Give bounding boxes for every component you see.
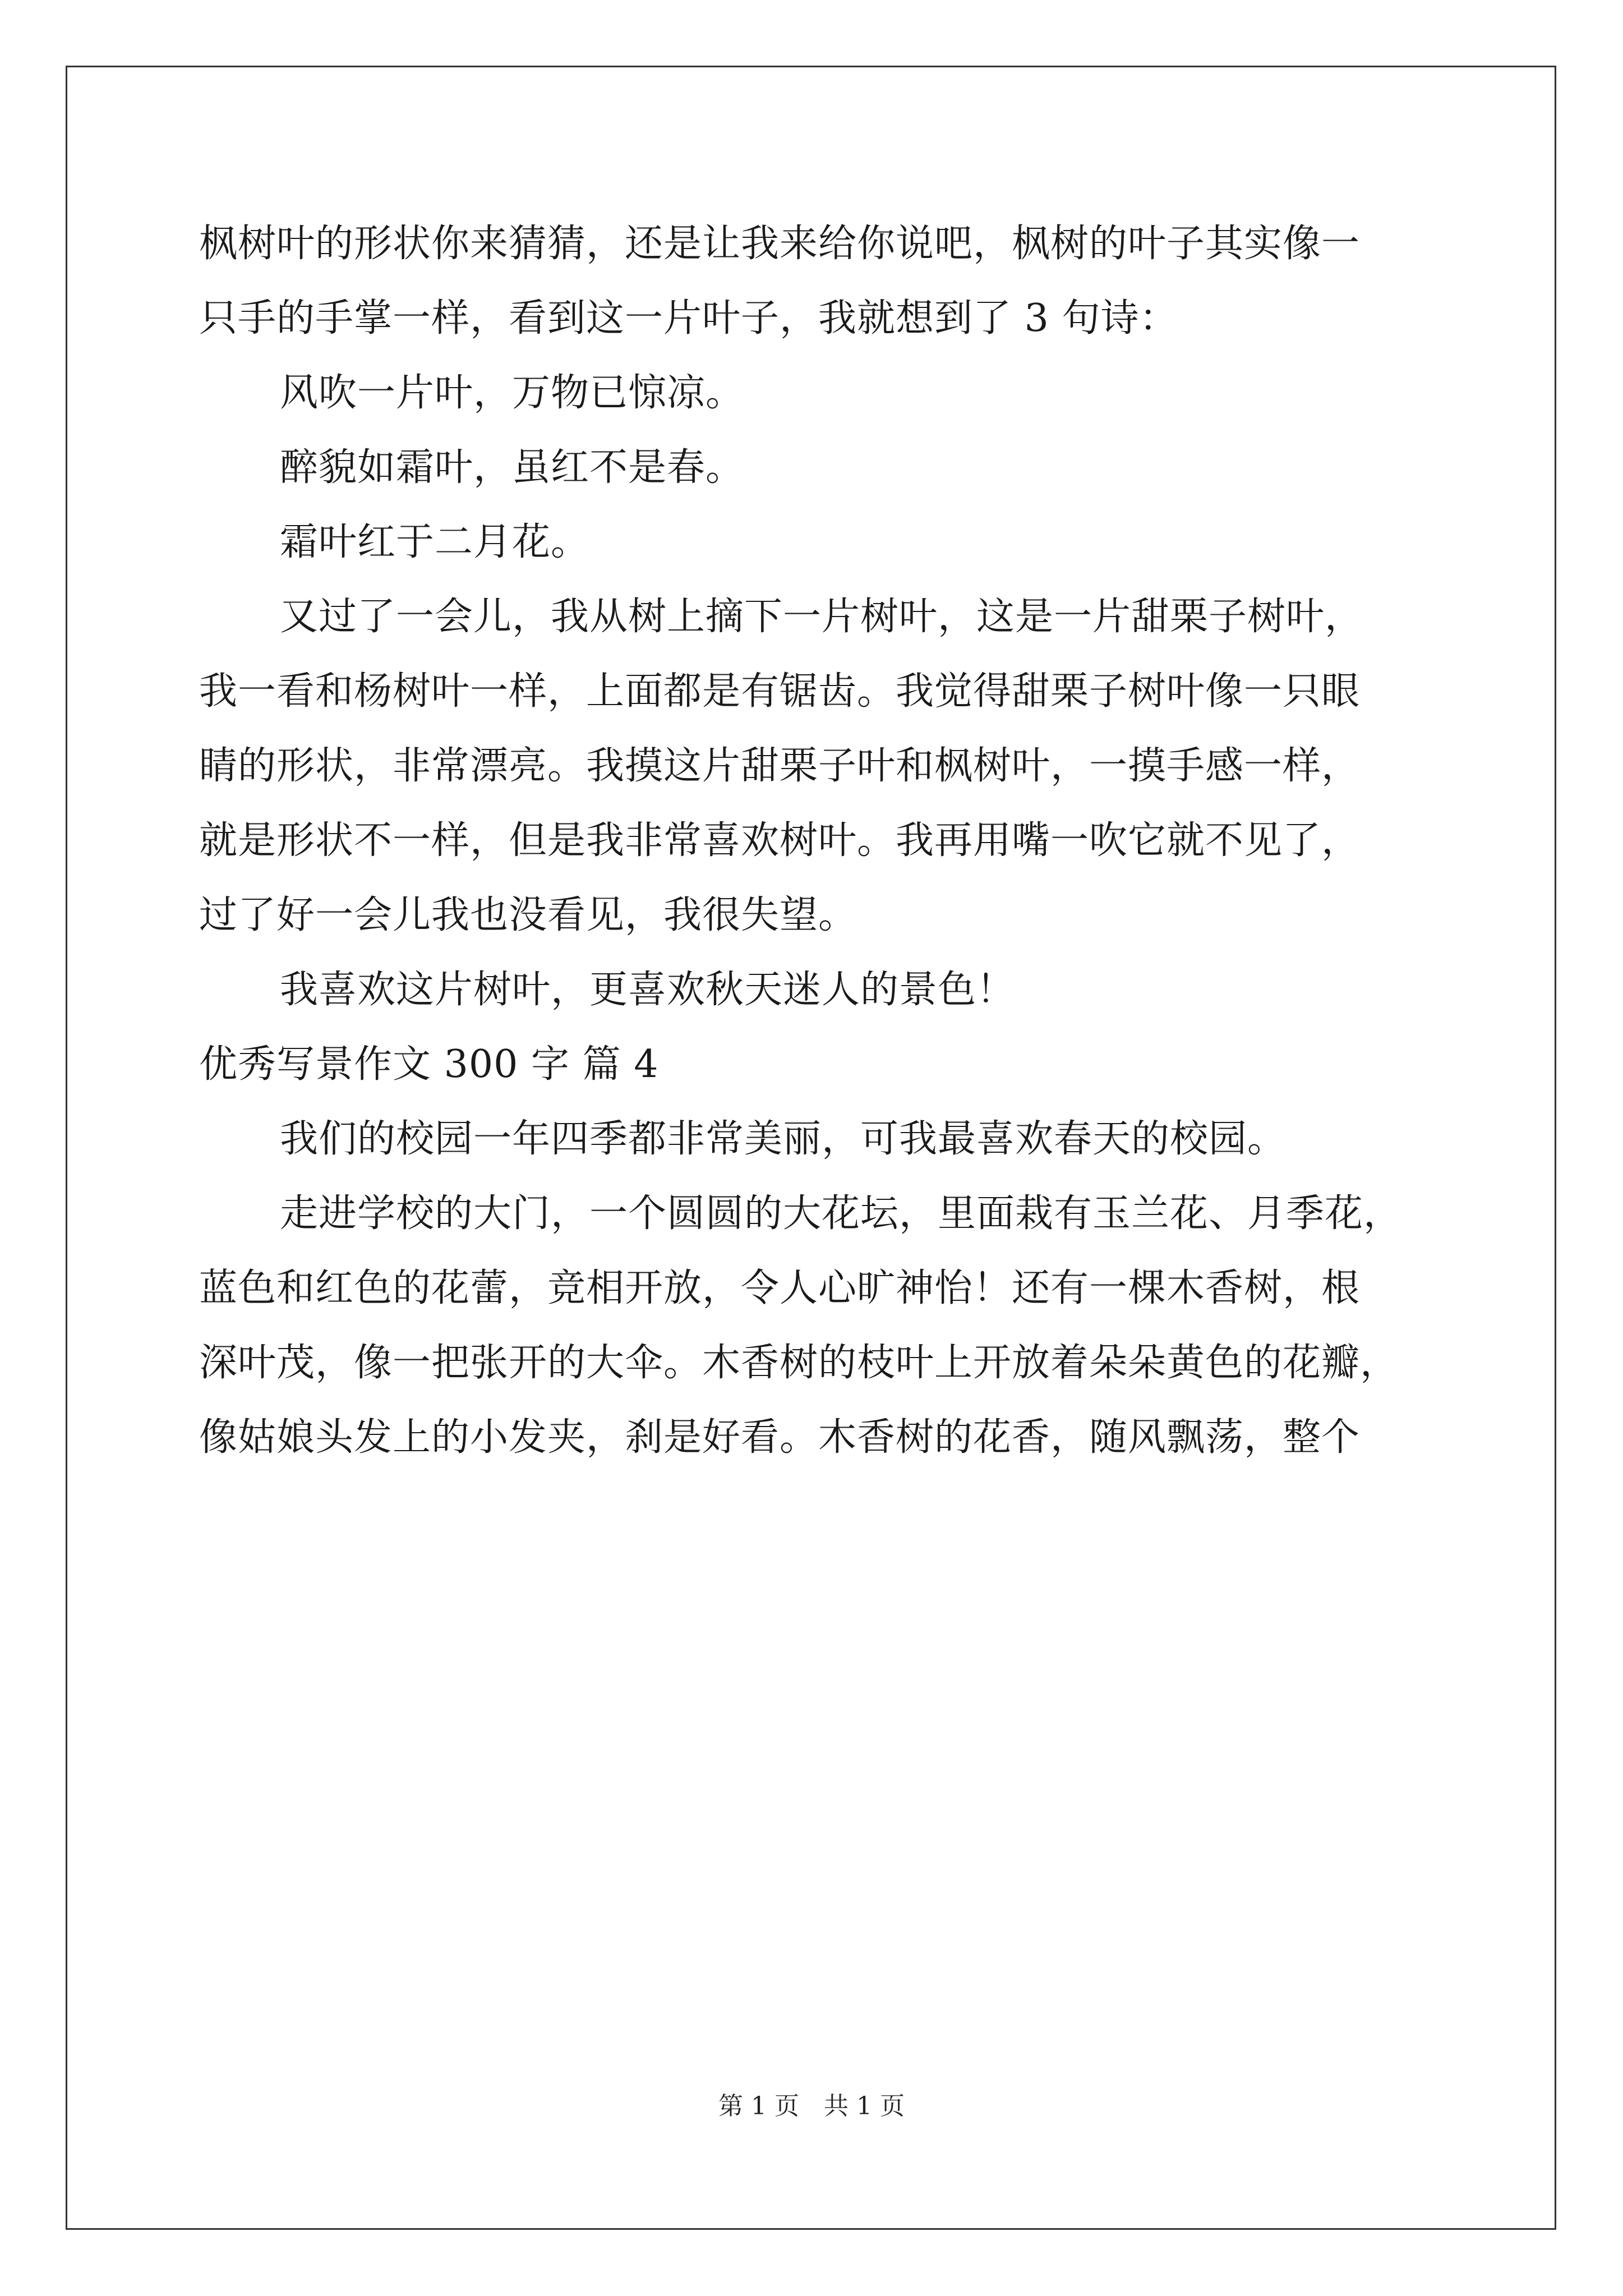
paragraph-start-line: 我们的校园一年四季都非常美丽，可我最喜欢春天的校园。 [280, 1117, 1287, 1161]
body-line: 睛的形状，非常漂亮。我摸这片甜栗子叶和枫树叶，一摸手感一样， [199, 744, 1361, 788]
paragraph-start-line: 我喜欢这片树叶，更喜欢秋天迷人的景色！ [280, 968, 1016, 1012]
poem-line: 霜叶红于二月花。 [280, 520, 590, 564]
body-line: 像姑娘头发上的小发夹，刹是好看。木香树的花香，随风飘荡，整个 [199, 1415, 1361, 1460]
poem-line: 风吹一片叶，万物已惊凉。 [280, 371, 745, 415]
page-footer [0, 2090, 1623, 2123]
body-line: 只手的手掌一样，看到这一片叶子，我就想到了 3 句诗： [199, 296, 1178, 341]
body-line: 枫树叶的形状你来猜猜，还是让我来给你说吧，枫树的叶子其实像一 [199, 222, 1361, 266]
body-line: 蓝色和红色的花蕾，竞相开放，令人心旷神怡！还有一棵木香树，根 [199, 1266, 1361, 1310]
page-number: 第 1 页 [718, 2092, 799, 2120]
body-line: 过了好一会儿我也没看见，我很失望。 [199, 893, 857, 937]
document-body [199, 206, 1444, 1475]
paragraph-start-line: 又过了一会儿，我从树上摘下一片树叶，这是一片甜栗子树叶， [280, 595, 1364, 639]
body-line: 就是形状不一样，但是我非常喜欢树叶。我再用嘴一吹它就不见了， [199, 818, 1361, 863]
body-line: 我一看和杨树叶一样，上面都是有锯齿。我觉得甜栗子树叶像一只眼 [199, 669, 1361, 714]
body-line: 深叶茂，像一把张开的大伞。木香树的枝叶上开放着朵朵黄色的花瓣， [199, 1341, 1399, 1385]
poem-line: 醉貌如霜叶，虽红不是春。 [280, 445, 745, 490]
section-heading: 优秀写景作文 300 字 篇 4 [199, 1042, 659, 1087]
page-total: 共 1 页 [824, 2092, 905, 2120]
paragraph-start-line: 走进学校的大门，一个圆圆的大花坛，里面栽有玉兰花、月季花， [280, 1191, 1403, 1236]
